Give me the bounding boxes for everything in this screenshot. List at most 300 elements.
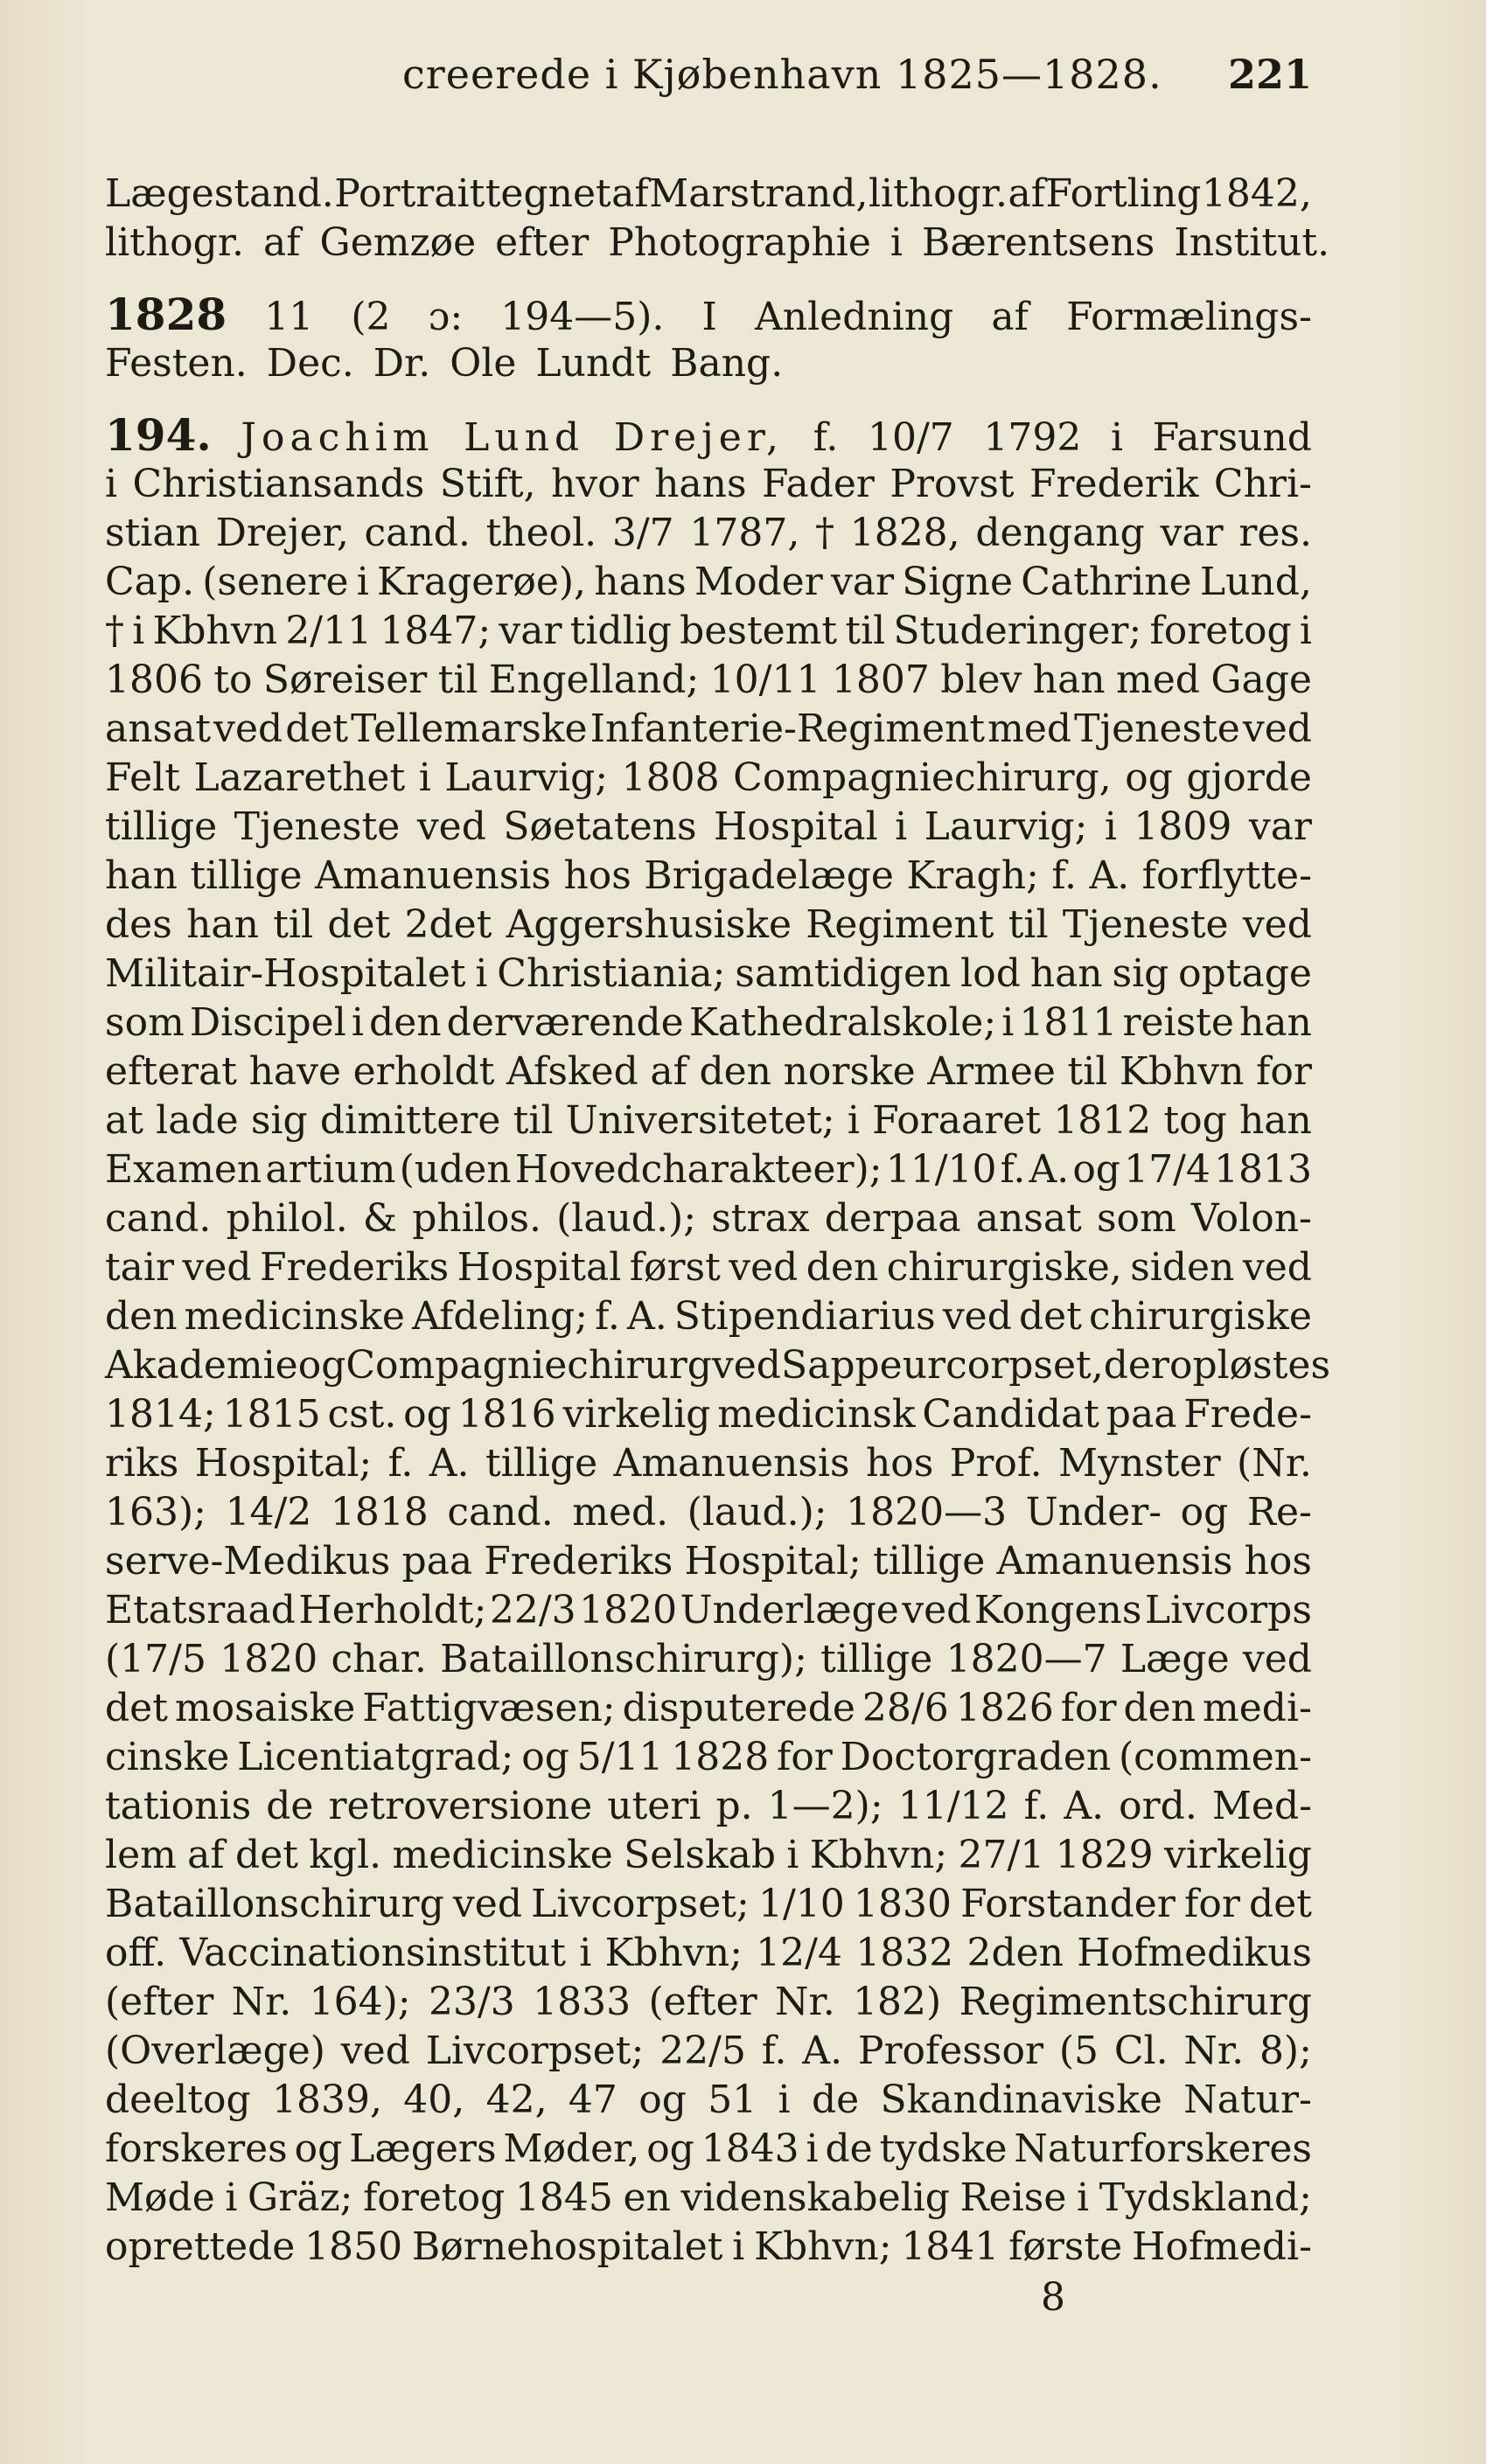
word: tationis [105, 1784, 252, 1828]
word: forskeres [105, 2126, 288, 2171]
word: Nr. [1183, 2029, 1245, 2073]
word: hos [865, 1441, 934, 1486]
word: 1808 [621, 755, 720, 800]
word: Kbhvn; [604, 1931, 743, 1975]
word: 163); [105, 1490, 206, 1535]
word: Fortling [1045, 171, 1202, 216]
word: Sappeurcorpset, [780, 1343, 1104, 1388]
text-line [105, 509, 1312, 558]
word: ved [902, 1588, 972, 1632]
word: til [1067, 1049, 1108, 1094]
word: medicinske [392, 1833, 613, 1877]
word: Aggershusiske [506, 902, 792, 947]
text-line [105, 1831, 1312, 1880]
word: Hospital [714, 804, 878, 849]
word: Drejer, [613, 415, 785, 460]
word: 3/7 [611, 511, 674, 555]
word: medi- [1203, 1686, 1312, 1730]
word: Med- [1211, 1784, 1312, 1828]
word: 12/4 [756, 1931, 842, 1975]
word: forflytte- [1141, 853, 1312, 898]
word: i [890, 220, 903, 265]
word: tog [1163, 1098, 1227, 1143]
word: Hovedcharakteer); [514, 1147, 883, 1192]
word: to [213, 658, 253, 702]
word: 1—2); [767, 1784, 883, 1828]
word: Foraaret [872, 1098, 1042, 1143]
word: Frederiks [260, 1245, 450, 1290]
text-line [105, 339, 1312, 388]
word: med [1116, 658, 1200, 702]
word: Naturforskeres [1014, 2126, 1312, 2171]
word: virkelig [562, 1392, 711, 1437]
word: 11/10 [885, 1147, 997, 1192]
word: lithogr. [105, 220, 245, 265]
word: Kbhvn; [754, 2224, 892, 2269]
word: virkelig [1163, 1833, 1312, 1877]
word: 28/6 [862, 1686, 949, 1730]
text-line [105, 999, 1312, 1048]
word: og [646, 2126, 694, 2171]
word: (laud.); [556, 1196, 697, 1241]
word: Provst [890, 462, 1015, 506]
word: af [1008, 171, 1045, 216]
word: Volon- [1190, 1196, 1312, 1241]
word: & [362, 1196, 398, 1241]
word: Fattigvæsen; [362, 1686, 616, 1730]
word: var [1160, 511, 1224, 555]
word: i [1299, 609, 1312, 653]
word: f. [1051, 853, 1078, 898]
word: tillige [485, 1441, 598, 1486]
word: Stift, [439, 462, 536, 506]
word: Amanuensis [996, 1539, 1233, 1584]
word: retroversione [328, 1784, 593, 1828]
word: blev [940, 658, 1022, 702]
word: de [811, 2078, 860, 2122]
word: uteri [607, 1784, 701, 1828]
word: 1841 [901, 2224, 1000, 2269]
word: Afsked [506, 1049, 638, 1094]
word: A. [1064, 1784, 1105, 1828]
word: (Nr. [1237, 1441, 1312, 1486]
word: Kragh; [906, 853, 1039, 898]
word: off. [105, 1931, 167, 1975]
word: cst. [327, 1392, 397, 1437]
word: til [273, 902, 314, 947]
word: Engelland; [488, 658, 700, 702]
word: A. [1029, 1147, 1070, 1192]
word: A. [626, 1294, 667, 1339]
text-line [105, 2027, 1312, 2076]
word: Stipendiarius [673, 1294, 936, 1339]
word: Bang. [670, 341, 784, 386]
word: Frederik [1029, 462, 1199, 506]
text-line [105, 411, 1312, 460]
text-line [105, 2223, 1312, 2272]
word: foretog [363, 2175, 506, 2220]
word: Børnehospitalet [411, 2224, 723, 2269]
word: 1830 [853, 1882, 952, 1926]
text-line [105, 2174, 1312, 2223]
word: Compagniechirurg, [733, 755, 1112, 800]
text-line [105, 1880, 1312, 1929]
word: efterat [105, 1049, 237, 1094]
word: ved [729, 1245, 799, 1290]
word: ved [1242, 706, 1312, 751]
word: Photographie [608, 220, 871, 265]
word: en [623, 2175, 671, 2220]
body-text [105, 170, 1331, 2272]
word: som [105, 1000, 185, 1045]
text-line [105, 460, 1312, 509]
word: Bataillonschirurg); [440, 1637, 807, 1681]
word: f. [1000, 1147, 1026, 1192]
word: sig [1112, 951, 1169, 996]
word: der [1103, 1343, 1169, 1388]
word: Moder [694, 560, 823, 604]
text-line [105, 290, 1312, 339]
text-line [105, 1292, 1312, 1341]
word: Tydskland; [1099, 2175, 1312, 2220]
word: ved [213, 706, 283, 751]
word: tidlig [569, 609, 672, 653]
word: for [777, 1735, 833, 1779]
word: Tjeneste [234, 804, 401, 849]
word: Joachim [241, 415, 435, 460]
text-line [105, 1439, 1312, 1488]
word: chirurgiske, [886, 1245, 1122, 1290]
word: han [186, 902, 259, 947]
word: Felt [105, 755, 180, 800]
word: var [1248, 804, 1312, 849]
running-head: creerede i Kjøbenhavn 1825—1828. [402, 51, 1162, 98]
word: 23/3 [428, 1980, 515, 2024]
word: 1806 [105, 658, 203, 702]
word: norske [783, 1049, 916, 1094]
word: 1816 [457, 1392, 556, 1437]
word: 51 [708, 2078, 757, 2122]
word: 1812 [1053, 1098, 1152, 1143]
word: Amanuensis [314, 853, 551, 898]
word: han [1032, 658, 1106, 702]
word: og [297, 1343, 346, 1388]
word: hans [594, 560, 687, 604]
word: Etatsraad [105, 1588, 296, 1632]
word: ansat [975, 1196, 1082, 1241]
text-line [105, 1733, 1312, 1782]
word: Armee [927, 1049, 1056, 1094]
text-line [105, 1390, 1312, 1439]
word: (Overlæge) [105, 2029, 325, 2073]
word: 1792 [983, 415, 1082, 460]
word: i [806, 2126, 819, 2171]
word: i [786, 1833, 799, 1877]
text-line [105, 1929, 1312, 1978]
word: Akademie [105, 1343, 298, 1388]
word: hvor [550, 462, 639, 506]
word: for [1060, 1686, 1117, 1730]
signature-mark: 8 [1041, 2275, 1065, 2320]
word: Natur- [1183, 2078, 1312, 2122]
word: tillige [190, 853, 303, 898]
word: i [418, 755, 431, 800]
word: 1828 [105, 289, 227, 340]
text-line [105, 852, 1312, 901]
word: Nr. [775, 1980, 835, 2024]
word: af [263, 220, 301, 265]
text-line [105, 1635, 1312, 1684]
word: have [248, 1049, 342, 1094]
word: i [132, 609, 145, 653]
word: optage [1178, 951, 1312, 996]
word: Livcorps [1144, 1588, 1312, 1632]
text-line [105, 2076, 1312, 2125]
word: Lund [464, 415, 585, 460]
word: som [1096, 1196, 1176, 1241]
word: til [845, 609, 886, 653]
word: de [825, 2126, 873, 2171]
word: i [105, 462, 118, 506]
word: og [638, 2078, 687, 2122]
text-line [105, 901, 1312, 950]
word: Underlæge [680, 1588, 899, 1632]
word: cand. [105, 1196, 212, 1241]
word: † [815, 511, 835, 555]
word: Kbhvn [152, 609, 278, 653]
word: Doctorgraden [840, 1735, 1112, 1779]
word: Frede- [1183, 1392, 1312, 1437]
word: Læge [1120, 1637, 1230, 1681]
word: Cap. [105, 560, 195, 604]
word: Amanuensis [613, 1441, 850, 1486]
page-header [105, 51, 1312, 112]
word: 8); [1259, 2029, 1312, 2073]
word: 10/11 [709, 658, 821, 702]
word: Gräz; [248, 2175, 353, 2220]
word: tair [105, 1245, 175, 1290]
word: i [225, 2175, 238, 2220]
word: I [701, 295, 717, 339]
word: f. [761, 2029, 787, 2073]
word: lade [156, 1098, 239, 1143]
word: (efter [105, 1980, 214, 2024]
word: Under- [1025, 1490, 1162, 1535]
word: 2den [966, 1931, 1064, 1975]
word: ved [711, 1343, 781, 1388]
word: dimittere [319, 1098, 501, 1143]
word: den [105, 1294, 178, 1339]
word: Marstrand, [649, 171, 869, 216]
word: Afdeling; [412, 1294, 589, 1339]
word: 40, [403, 2078, 465, 2122]
word: philos. [412, 1196, 541, 1241]
word: 1818 [330, 1490, 429, 1535]
text-line [105, 2125, 1312, 2174]
word: i [732, 2224, 745, 2269]
word: af [187, 1833, 225, 1877]
word: hos [563, 853, 631, 898]
word: gjorde [1186, 755, 1312, 800]
word: f. [387, 1441, 414, 1486]
text-line [105, 1194, 1312, 1243]
word: det [235, 1833, 298, 1877]
word: Livcorpset; [531, 1882, 750, 1926]
word: for [1256, 1049, 1312, 1094]
word: samtidigen [735, 951, 952, 996]
word: Professor [857, 2029, 1044, 2073]
word: han [1238, 1000, 1312, 1045]
text-line [105, 607, 1312, 656]
word: Tellemarske [351, 706, 588, 751]
word: Dr. [373, 341, 431, 386]
word: med. [572, 1490, 669, 1535]
word: 1828 [671, 1735, 770, 1779]
text-line [105, 1096, 1312, 1145]
word: Tjeneste [1062, 902, 1229, 947]
word: 22/5 [659, 2029, 746, 2073]
word: den [699, 1049, 771, 1094]
word: det [327, 902, 391, 947]
word: (17/5 [105, 1637, 206, 1681]
word: Universitetet; [565, 1098, 835, 1143]
word: oprettede [105, 2224, 296, 2269]
word: cand. [447, 1490, 554, 1535]
word: i [847, 1098, 860, 1143]
word: 22/3 [489, 1588, 576, 1632]
word: Lægestand. [105, 171, 334, 216]
word: Lundt [535, 341, 652, 386]
word: Nr. [231, 1980, 292, 2024]
word: Søreiser [262, 658, 428, 702]
word: ved [340, 2029, 410, 2073]
word: Regiment [806, 902, 994, 947]
word: 194—5). [500, 295, 665, 339]
word: 1815 [222, 1392, 321, 1437]
word: res. [1238, 511, 1312, 555]
word: 11/12 [897, 1784, 1009, 1828]
word: lod [960, 951, 1021, 996]
word: 1811 [1019, 1000, 1118, 1045]
word: 10/7 [867, 415, 954, 460]
word: medicinsk [717, 1392, 916, 1437]
word: f. [595, 1294, 620, 1339]
word: i [1104, 804, 1117, 849]
word: 47 [568, 2078, 617, 2122]
word: Examen [105, 1147, 262, 1192]
word: Hospital [457, 1245, 622, 1290]
word: 1820—3 [846, 1490, 1008, 1535]
word: Anledning [755, 295, 954, 339]
word: i [1001, 1000, 1015, 1045]
text-line [105, 1537, 1312, 1586]
word: (efter [648, 1980, 757, 2024]
word: og [294, 2126, 343, 2171]
word: det [1018, 1294, 1082, 1339]
word: 17/4 [1124, 1147, 1210, 1192]
word: det [105, 1686, 168, 1730]
text-line [105, 1145, 1312, 1194]
word: og [1180, 1490, 1229, 1535]
word: derværende [446, 1000, 684, 1045]
word: Institut. [1174, 220, 1330, 265]
word: den [369, 1000, 442, 1045]
word: ved [942, 1294, 1012, 1339]
word: Drejer, [215, 511, 349, 555]
page-number: 221 [1227, 51, 1312, 98]
word: paa [401, 1539, 473, 1584]
text-line [105, 705, 1312, 754]
word: dengang [975, 511, 1145, 555]
word: 1829 [1055, 1833, 1154, 1877]
word: ved [182, 1245, 252, 1290]
word: Møder, [503, 2126, 640, 2171]
word: 1833 [533, 1980, 631, 2024]
word: 1820—7 [945, 1637, 1107, 1681]
word: han [1029, 951, 1103, 996]
word: Candidat [922, 1392, 1099, 1437]
word: 1842, [1201, 171, 1312, 216]
word: 1820 [220, 1637, 318, 1681]
word: char. [331, 1637, 427, 1681]
word: den [806, 1245, 879, 1290]
word: des [105, 902, 172, 947]
word: Bataillonschirurg [105, 1882, 444, 1926]
word: Hospital; [684, 1539, 862, 1584]
word: Kongens [973, 1588, 1142, 1632]
word: foretog [1149, 609, 1292, 653]
word: Mynster [1058, 1441, 1221, 1486]
word: Christiania; [497, 951, 726, 996]
word: og [1125, 755, 1173, 800]
word: 1843 [701, 2126, 799, 2171]
word: Frederiks [484, 1539, 673, 1584]
word: første [1008, 2224, 1123, 2269]
word: i [1077, 2175, 1090, 2220]
word: ved [1242, 902, 1312, 947]
word: 1807 [831, 658, 930, 702]
word: 1828, [849, 511, 960, 555]
word: Ole [450, 341, 517, 386]
word: f. [1023, 1784, 1050, 1828]
text-line [105, 1243, 1312, 1292]
word: med [987, 706, 1072, 751]
word: tillige [820, 1637, 933, 1681]
word: af [991, 295, 1029, 339]
word: Reise [959, 2175, 1067, 2220]
word: paa [1106, 1392, 1177, 1437]
word: ved [1242, 1637, 1312, 1681]
word: 1832 [855, 1931, 954, 1975]
word: siden [1130, 1245, 1235, 1290]
word: Kragerøe), [376, 560, 587, 604]
word: (2 [351, 295, 391, 339]
word: Cl. [1113, 2029, 1169, 2073]
word: i [1110, 415, 1124, 460]
word: Laurvig; [444, 755, 609, 800]
word: Hospital; [194, 1441, 373, 1486]
word: til [1008, 902, 1049, 947]
word: i [895, 804, 908, 849]
word: 42, [485, 2078, 548, 2122]
word: 1787, [689, 511, 800, 555]
word: 2/11 [285, 609, 373, 653]
text-line [105, 219, 1330, 268]
word: Fader [761, 462, 875, 506]
word: A. [802, 2029, 843, 2073]
word: i [356, 560, 369, 604]
word: riks [105, 1441, 179, 1486]
